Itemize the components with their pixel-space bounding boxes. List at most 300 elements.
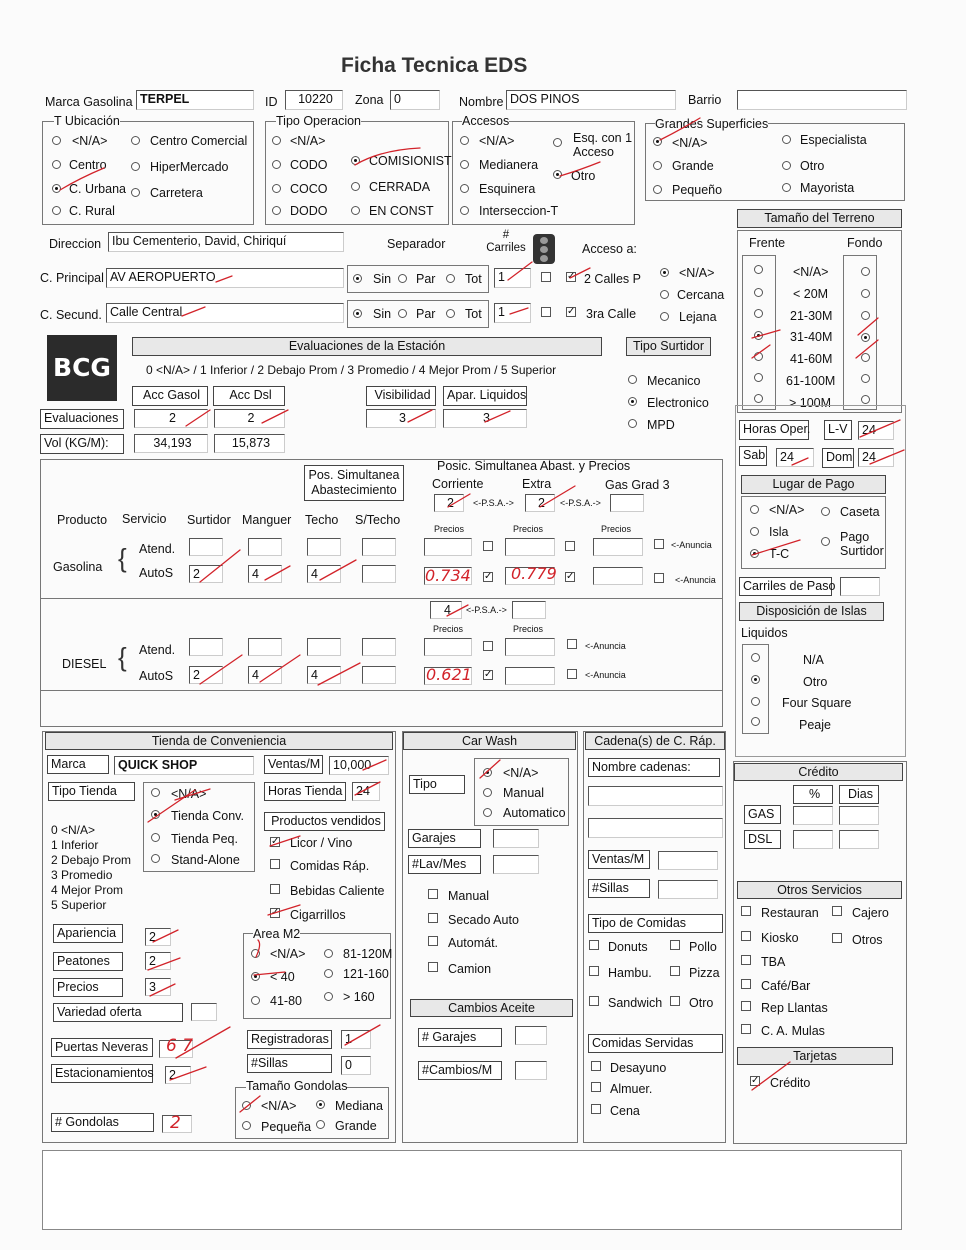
desayuno-checkbox[interactable] <box>591 1061 601 1071</box>
pago-tc-label: T-C <box>769 547 790 561</box>
ca-mulas-checkbox[interactable] <box>741 1024 751 1034</box>
diesel-autos-manguer[interactable]: 4 <box>248 666 282 684</box>
donuts-checkbox[interactable] <box>589 940 599 950</box>
sandwich-checkbox[interactable] <box>589 996 599 1006</box>
prod-cigarrillos-checkbox[interactable]: ✓ <box>271 907 280 918</box>
gondola-grande-radio[interactable] <box>316 1120 325 1129</box>
marca-gasolina-field[interactable]: TERPEL <box>136 90 254 110</box>
accesos-esquinera-radio[interactable] <box>460 184 469 193</box>
accesos-otro-label: Otro <box>571 169 596 183</box>
c-principal-tot-label: Tot <box>465 272 482 286</box>
hambu-checkbox[interactable] <box>589 966 599 976</box>
puertas-neveras-value: 6 7 <box>166 1036 194 1056</box>
otros-checkbox[interactable] <box>832 933 842 943</box>
gondola-na-label: <N/A> <box>261 1099 297 1113</box>
c-principal-field[interactable]: AV AEROPUERTO <box>106 268 344 288</box>
gas-grad3-label: Gas Grad 3 <box>605 478 670 492</box>
c-principal-2calles-checkbox[interactable]: ✓ <box>567 271 576 282</box>
gondola-na-radio[interactable] <box>242 1101 251 1110</box>
car-wash-garajes-field[interactable] <box>493 829 539 848</box>
car-wash-automat-label: Automát. <box>448 936 499 950</box>
operacion-enconst-label: EN CONST <box>369 204 434 218</box>
operacion-na-radio[interactable] <box>272 136 281 145</box>
diesel-atend-stecho[interactable] <box>362 638 396 656</box>
prod-licor-checkbox[interactable]: ✓ <box>271 836 280 847</box>
pizza-checkbox[interactable] <box>670 966 680 976</box>
acc-dsl-header: Acc Dsl <box>213 386 285 406</box>
precios-field[interactable]: 3 <box>145 978 171 996</box>
gs-especialista-radio[interactable] <box>782 135 791 144</box>
disp-peaje-label: Peaje <box>799 718 831 732</box>
prod-bebidas-label: Bebidas Caliente <box>290 884 385 898</box>
c-secund-par-label: Par <box>416 307 436 321</box>
cambios-garajes-field[interactable] <box>515 1026 547 1045</box>
prod-comidas-label: Comidas Ráp. <box>290 859 370 873</box>
dom-field[interactable]: 24 <box>858 448 894 467</box>
precios-label-1: Precios <box>434 524 465 534</box>
scale-1: 1 Inferior <box>51 838 99 852</box>
ubicacion-centro-radio[interactable] <box>52 160 61 169</box>
gas-price-extra: 0.779 <box>511 564 557 583</box>
acc-dsl-field[interactable]: 2 <box>214 409 285 428</box>
cena-checkbox[interactable] <box>591 1104 601 1114</box>
anuncia-label-2: <-Anuncia <box>675 575 716 585</box>
c-secund-field[interactable]: Calle Central <box>106 303 344 323</box>
c-secund-sin-label: Sin <box>373 307 392 321</box>
nombre-field[interactable]: DOS PINOS <box>506 90 676 110</box>
nombre-cadenas-field-2[interactable] <box>588 818 723 838</box>
frente-20-radio[interactable] <box>754 288 763 297</box>
c-principal-sin-radio[interactable] <box>353 274 362 283</box>
c-principal-extra-checkbox[interactable] <box>541 272 551 282</box>
kiosko-label: Kiosko <box>761 931 799 945</box>
registradoras-field[interactable]: 1 <box>341 1030 371 1049</box>
area-40-radio[interactable] <box>251 972 260 981</box>
ubicacion-centro-comercial-radio[interactable] <box>131 136 140 145</box>
accesos-esquinera-label: Esquinera <box>479 182 536 196</box>
diesel-atend-techo[interactable] <box>307 638 341 656</box>
ubicacion-rural-radio[interactable] <box>52 206 61 215</box>
peatones-field[interactable]: 2 <box>145 952 171 970</box>
frente-61-100-radio[interactable] <box>754 373 763 382</box>
gas-atend-stecho[interactable] <box>362 538 396 556</box>
frente-na-radio[interactable] <box>754 265 763 274</box>
acc-gasol-field[interactable]: 2 <box>134 409 208 428</box>
cadena-header: Cadena(s) de C. Ráp. <box>585 732 725 750</box>
cafe-checkbox[interactable] <box>741 979 751 989</box>
pago-surtidor-label: Pago Surtidor <box>840 530 884 558</box>
gas-price-corriente: 0.734 <box>425 566 471 585</box>
barrio-label: Barrio <box>688 93 722 107</box>
c-secund-par-radio[interactable] <box>398 309 407 318</box>
accesos-otro-radio[interactable] <box>553 170 562 179</box>
lv-label: L-V <box>824 420 852 440</box>
diesel-atend-anuncia-1[interactable] <box>483 641 493 651</box>
tipo-operacion-title: Tipo Operacion <box>276 114 361 128</box>
operacion-na-label: <N/A> <box>290 134 326 148</box>
gas-atend-manguer[interactable] <box>248 538 282 556</box>
gas-autos-stecho[interactable] <box>362 565 396 583</box>
fondo-61-100-radio[interactable] <box>861 374 870 383</box>
horas-tienda-field[interactable]: 24 <box>352 782 380 801</box>
rep-llantas-label: Rep Llantas <box>761 1001 828 1015</box>
separador-label: Separador <box>387 237 446 251</box>
diesel-autos-stecho[interactable] <box>362 666 396 684</box>
credito-pct-label: % <box>793 785 833 804</box>
prod-bebidas-checkbox[interactable] <box>270 884 280 894</box>
cadena-sillas-field[interactable] <box>658 880 718 899</box>
pago-caseta-label: Caseta <box>840 505 880 519</box>
diesel-atend-surtidor[interactable] <box>189 638 223 656</box>
ubicacion-urbana-label: C. Urbana <box>69 182 126 196</box>
diesel-atend-precio-2[interactable] <box>505 638 555 656</box>
surtidor-mecanico-radio[interactable] <box>628 375 637 384</box>
cambios-m-label: #Cambios/M <box>418 1061 502 1080</box>
surtidor-header: Surtidor <box>187 513 231 527</box>
cambios-aceite-header: Cambios Aceite <box>410 999 573 1017</box>
id-label: ID <box>265 95 278 109</box>
acceso-lejana-radio[interactable] <box>660 312 669 321</box>
tipo-comidas-label: Tipo de Comidas <box>588 914 723 933</box>
tamano-terreno-header: Tamaño del Terreno <box>737 209 902 228</box>
cena-label: Cena <box>610 1104 640 1118</box>
prod-comidas-checkbox[interactable] <box>270 859 280 869</box>
ubicacion-urbana-radio[interactable] <box>52 184 61 193</box>
operacion-enconst-radio[interactable] <box>351 206 360 215</box>
tienda-sillas-field[interactable]: 0 <box>341 1056 371 1075</box>
gas-atend-anuncia-3[interactable] <box>654 539 664 549</box>
gas-atend-precio-corriente[interactable] <box>424 538 472 556</box>
gs-na-radio[interactable] <box>653 137 662 146</box>
tipo-tienda-peq-label: Tienda Peq. <box>171 832 238 846</box>
fondo-radio-column <box>843 255 877 410</box>
credito-gas-dias[interactable] <box>839 806 879 825</box>
ubicacion-na-radio[interactable] <box>52 136 61 145</box>
registradoras-label: Registradoras <box>247 1030 332 1049</box>
gas-atend-techo[interactable] <box>307 538 341 556</box>
disposicion-header: Disposición de Islas <box>739 602 884 621</box>
area-title: Area M2 <box>253 927 301 941</box>
operacion-codo-radio[interactable] <box>272 160 281 169</box>
horas-oper-label: Horas Oper. <box>739 420 809 440</box>
tba-label: TBA <box>761 955 786 969</box>
credito-dsl-pct[interactable] <box>793 830 833 849</box>
gas-autos-surtidor[interactable]: 2 <box>189 565 223 583</box>
extra-psa-field[interactable]: 2 <box>525 494 555 512</box>
grad3-psa-box[interactable] <box>610 494 644 512</box>
c-secund-label: C. Secund. <box>40 308 102 322</box>
frente-21-30-radio[interactable] <box>754 309 763 318</box>
cajero-checkbox[interactable] <box>832 906 842 916</box>
pizza-label: Pizza <box>689 966 720 980</box>
gas-autos-anuncia-3[interactable] <box>654 573 664 583</box>
scale-5: 5 Superior <box>51 898 107 912</box>
area-160-radio[interactable] <box>324 992 333 1001</box>
cafe-label: Café/Bar <box>761 979 811 993</box>
corriente-label: Corriente <box>432 477 484 491</box>
diesel-autos-techo[interactable]: 4 <box>307 666 341 684</box>
car-wash-camion-checkbox[interactable] <box>428 962 438 972</box>
car-wash-na-radio[interactable] <box>483 768 492 777</box>
c-secund-tot-radio[interactable] <box>446 309 455 318</box>
scale-2: 2 Debajo Prom <box>51 853 132 867</box>
area-40-label: < 40 <box>270 970 295 984</box>
car-wash-manual-radio[interactable] <box>483 788 492 797</box>
area-na-radio[interactable] <box>251 949 260 958</box>
ubicacion-carretera-radio[interactable] <box>131 188 140 197</box>
gs-otro-radio[interactable] <box>782 161 791 170</box>
car-wash-manual-check-label: Manual <box>448 889 489 903</box>
pollo-label: Pollo <box>689 940 717 954</box>
diesel-atend-label: Atend. <box>139 643 176 657</box>
evaluaciones-scale: 0 <N/A> / 1 Inferior / 2 Debajo Prom / 3 Promedio / 4 Mejor Prom / 5 Superior <box>146 363 557 377</box>
operacion-cerrada-radio[interactable] <box>351 182 360 191</box>
gas-autos-manguer[interactable]: 4 <box>248 565 282 583</box>
gs-pequeno-label: Pequeño <box>672 183 723 197</box>
direccion-field[interactable]: Ibu Cementerio, David, Chiriquí <box>108 232 344 252</box>
diesel-autos-precio-2[interactable] <box>505 667 555 685</box>
credito-gas-pct[interactable] <box>793 806 833 825</box>
c-principal-label: C. Principal <box>40 271 104 285</box>
prod-licor-label: Licor / Vino <box>290 836 353 850</box>
fondo-31-40-radio[interactable] <box>861 333 870 342</box>
area-81-120-radio[interactable] <box>324 949 333 958</box>
variedad-field[interactable] <box>191 1003 217 1021</box>
tienda-ventas-field[interactable]: 10,000 <box>329 756 389 775</box>
gs-otro-label: Otro <box>800 159 825 173</box>
nombre-cadenas-field-1[interactable] <box>588 786 723 806</box>
variedad-label: Variedad oferta <box>53 1003 183 1022</box>
barrio-field[interactable] <box>737 90 907 110</box>
surtidor-mpd-radio[interactable] <box>628 419 637 428</box>
frente-31-40-radio[interactable] <box>754 331 763 340</box>
accesos-interseccion-radio[interactable] <box>460 206 469 215</box>
gs-pequeno-radio[interactable] <box>653 185 662 194</box>
operacion-dodo-radio[interactable] <box>272 206 281 215</box>
peatones-label: Peatones <box>53 952 123 971</box>
hambu-label: Hambu. <box>608 966 652 980</box>
almuer-checkbox[interactable] <box>591 1082 601 1092</box>
rep-llantas-checkbox[interactable] <box>741 1001 751 1011</box>
ubicacion-hipermercado-radio[interactable] <box>131 162 140 171</box>
visibilidad-header: Visibilidad <box>366 386 436 406</box>
fondo-label: Fondo <box>847 236 883 250</box>
gas-atend-anuncia-1[interactable] <box>483 541 493 551</box>
fondo-20-radio[interactable] <box>861 289 870 298</box>
pollo-checkbox[interactable] <box>670 940 680 950</box>
prod-cigarrillos-label: Cigarrillos <box>290 908 346 922</box>
precios-label-2: Precios <box>513 524 544 534</box>
accesos-na-radio[interactable] <box>460 136 469 145</box>
area-121-160-radio[interactable] <box>324 969 333 978</box>
gas-atend-surtidor[interactable] <box>189 538 223 556</box>
c-principal-sin-label: Sin <box>373 272 392 286</box>
ubicacion-hipermercado-label: HiperMercado <box>150 160 229 174</box>
car-wash-automat-checkbox[interactable] <box>428 936 438 946</box>
tipo-tienda-standalone-radio[interactable] <box>151 854 160 863</box>
sab-field[interactable]: 24 <box>776 448 814 467</box>
extra-label: Extra <box>522 477 552 491</box>
gs-grande-radio[interactable] <box>653 161 662 170</box>
accesos-esq-radio[interactable] <box>553 138 562 147</box>
acceso-cercana-radio[interactable] <box>660 290 669 299</box>
precios-label-5: Precios <box>513 624 544 634</box>
acceso-na-radio[interactable] <box>660 268 669 277</box>
diesel-atend-manguer[interactable] <box>248 638 282 656</box>
fondo-na-radio[interactable] <box>861 267 870 276</box>
gondola-grande-label: Grande <box>335 1119 377 1133</box>
comments-field[interactable] <box>42 1150 902 1230</box>
fondo-100-radio[interactable] <box>861 395 870 404</box>
fondo-41-60-radio[interactable] <box>861 353 870 362</box>
tamano-gondolas-title: Tamaño Gondolas <box>246 1079 348 1093</box>
area-81-120-label: 81-120M <box>343 947 393 961</box>
tienda-marca-label: Marca <box>47 755 109 774</box>
gas-atend-precio-extra[interactable] <box>505 538 555 556</box>
gas-atend-anuncia-2[interactable] <box>565 541 575 551</box>
id-field[interactable]: 10220 <box>285 90 343 110</box>
operacion-coco-radio[interactable] <box>272 184 281 193</box>
tipo-tienda-conv-label: Tienda Conv. <box>171 809 244 823</box>
kiosko-checkbox[interactable] <box>741 931 751 941</box>
gas-autos-anuncia-1[interactable]: ✓ <box>484 571 493 582</box>
surtidor-electronico-radio[interactable] <box>628 397 637 406</box>
frente-100-radio[interactable] <box>754 394 763 403</box>
scale-4: 4 Mejor Prom <box>51 883 124 897</box>
page-title: Ficha Tecnica EDS <box>341 54 528 77</box>
tipo-tienda-na-radio[interactable] <box>151 788 160 797</box>
car-wash-automatico-radio[interactable] <box>483 808 492 817</box>
c-secund-3ra-checkbox[interactable]: ✓ <box>567 306 576 317</box>
c-principal-par-radio[interactable] <box>398 274 407 283</box>
apar-liquidos-header: Apar. Liquidos <box>443 386 527 406</box>
surtidor-mpd-label: MPD <box>647 418 675 432</box>
liquidos-label: Liquidos <box>741 626 788 640</box>
diesel-autos-anuncia-2[interactable] <box>567 669 577 679</box>
ubicacion-rural-label: C. Rural <box>69 204 115 218</box>
psa-label-3: <-P.S.A.-> <box>466 605 507 615</box>
tba-checkbox[interactable] <box>741 955 751 965</box>
tipo-tienda-conv-radio[interactable] <box>151 810 160 819</box>
surtidor-electronico-label: Electronico <box>647 396 709 410</box>
traffic-light-icon <box>533 234 555 264</box>
c-principal-2calles-label: 2 Calles P <box>584 272 641 286</box>
gas-autos-anuncia-2[interactable]: ✓ <box>566 571 575 582</box>
corriente-psa-field[interactable]: 2 <box>434 494 464 512</box>
car-wash-manual-label: Manual <box>503 786 544 800</box>
precios-label: Precios <box>53 978 123 997</box>
credito-dsl-dias[interactable] <box>839 830 879 849</box>
tienda-marca-field[interactable]: QUICK SHOP <box>114 756 254 775</box>
terreno-20-label: < 20M <box>793 287 829 301</box>
frente-41-60-radio[interactable] <box>754 352 763 361</box>
cadena-ventas-field[interactable] <box>658 851 718 870</box>
lv-field[interactable]: 24 <box>858 421 894 440</box>
scale-3: 3 Promedio <box>51 868 113 882</box>
diesel-autos-anuncia-1[interactable]: ✓ <box>484 669 493 680</box>
diesel-atend-anuncia-2[interactable] <box>567 639 577 649</box>
area-41-80-radio[interactable] <box>251 996 260 1005</box>
car-wash-garajes-label: Garajes <box>408 829 481 848</box>
puertas-neveras-label: Puertas Neveras <box>51 1038 153 1057</box>
vol-gasol-field[interactable]: 34,193 <box>134 434 208 453</box>
right-column-frame <box>735 405 906 757</box>
area-160-label: > 160 <box>343 990 375 1004</box>
disp-foursquare-label: Four Square <box>782 696 852 710</box>
operacion-comisionist-radio[interactable] <box>351 156 360 165</box>
c-principal-par-label: Par <box>416 272 436 286</box>
diesel-psa-field[interactable]: 4 <box>430 601 462 619</box>
gas-autos-precio-grad3[interactable] <box>593 567 643 585</box>
accesos-medianera-radio[interactable] <box>460 160 469 169</box>
tarjeta-credito-checkbox[interactable]: ✓ <box>751 1075 760 1086</box>
lugar-pago-header: Lugar de Pago <box>741 475 886 494</box>
cajero-label: Cajero <box>852 906 889 920</box>
abast-divider-2 <box>40 690 723 691</box>
direccion-label: Direccion <box>49 237 102 251</box>
gondola-mediana-radio[interactable] <box>316 1100 325 1109</box>
desayuno-label: Desayuno <box>610 1061 667 1075</box>
gs-especialista-label: Especialista <box>800 133 867 147</box>
car-wash-lav-field[interactable] <box>493 855 539 874</box>
operacion-comisionist-label: COMISIONIST <box>369 154 452 168</box>
cadena-ventas-label: Ventas/M <box>588 850 650 869</box>
tienda-sillas-label: #Sillas <box>247 1054 332 1073</box>
terreno-61-100-label: 61-100M <box>786 374 836 388</box>
car-wash-automatico-label: Automatico <box>503 806 566 820</box>
gas-atend-label: Atend. <box>139 542 176 556</box>
car-wash-secado-checkbox[interactable] <box>428 913 438 923</box>
c-principal-tot-radio[interactable] <box>446 274 455 283</box>
gs-mayorista-radio[interactable] <box>782 183 791 192</box>
diesel-psa-extra[interactable] <box>512 601 546 619</box>
dom-label: Dom <box>822 448 854 468</box>
apariencia-field[interactable]: 2 <box>145 928 171 946</box>
gas-atend-precio-grad3[interactable] <box>593 538 643 556</box>
vol-dsl-field[interactable]: 15,873 <box>214 434 285 453</box>
c-principal-carriles-field[interactable]: 1 <box>494 268 531 288</box>
visibilidad-field[interactable]: 3 <box>366 409 436 428</box>
tipo-tienda-peq-radio[interactable] <box>151 833 160 842</box>
carriles-paso-label: Carriles de Paso <box>739 577 832 596</box>
fondo-21-30-radio[interactable] <box>861 311 870 320</box>
restauran-checkbox[interactable] <box>741 906 751 916</box>
gondola-pequena-radio[interactable] <box>242 1121 251 1130</box>
gas-autos-techo[interactable]: 4 <box>307 565 341 583</box>
disp-na-label: N/A <box>803 653 824 667</box>
diesel-atend-precio[interactable] <box>424 638 472 656</box>
car-wash-manual-checkbox[interactable] <box>428 889 438 899</box>
area-121-160-label: 121-160 <box>343 967 389 981</box>
credito-gas-label: GAS <box>744 805 781 824</box>
manguer-header: Manguer <box>242 513 292 527</box>
car-wash-na-label: <N/A> <box>503 766 539 780</box>
apar-liquidos-field[interactable]: 3 <box>443 409 527 428</box>
cadena-sillas-label: #Sillas <box>588 879 650 898</box>
nombre-cadenas-label: Nombre cadenas: <box>588 758 720 777</box>
tipo-tienda-standalone-label: Stand-Alone <box>171 853 240 867</box>
diesel-autos-surtidor[interactable]: 2 <box>189 666 223 684</box>
estacionamientos-field[interactable]: 2 <box>165 1066 191 1084</box>
zona-field[interactable]: 0 <box>390 90 440 110</box>
c-secund-extra-checkbox[interactable] <box>541 307 551 317</box>
c-secund-sin-radio[interactable] <box>353 309 362 318</box>
stecho-header: S/Techo <box>355 513 401 527</box>
anuncia-label-4: <-Anuncia <box>585 670 626 680</box>
c-secund-carriles-field[interactable]: 1 <box>494 303 531 323</box>
cambios-m-field[interactable] <box>515 1061 547 1080</box>
otro-comida-checkbox[interactable] <box>670 996 680 1006</box>
